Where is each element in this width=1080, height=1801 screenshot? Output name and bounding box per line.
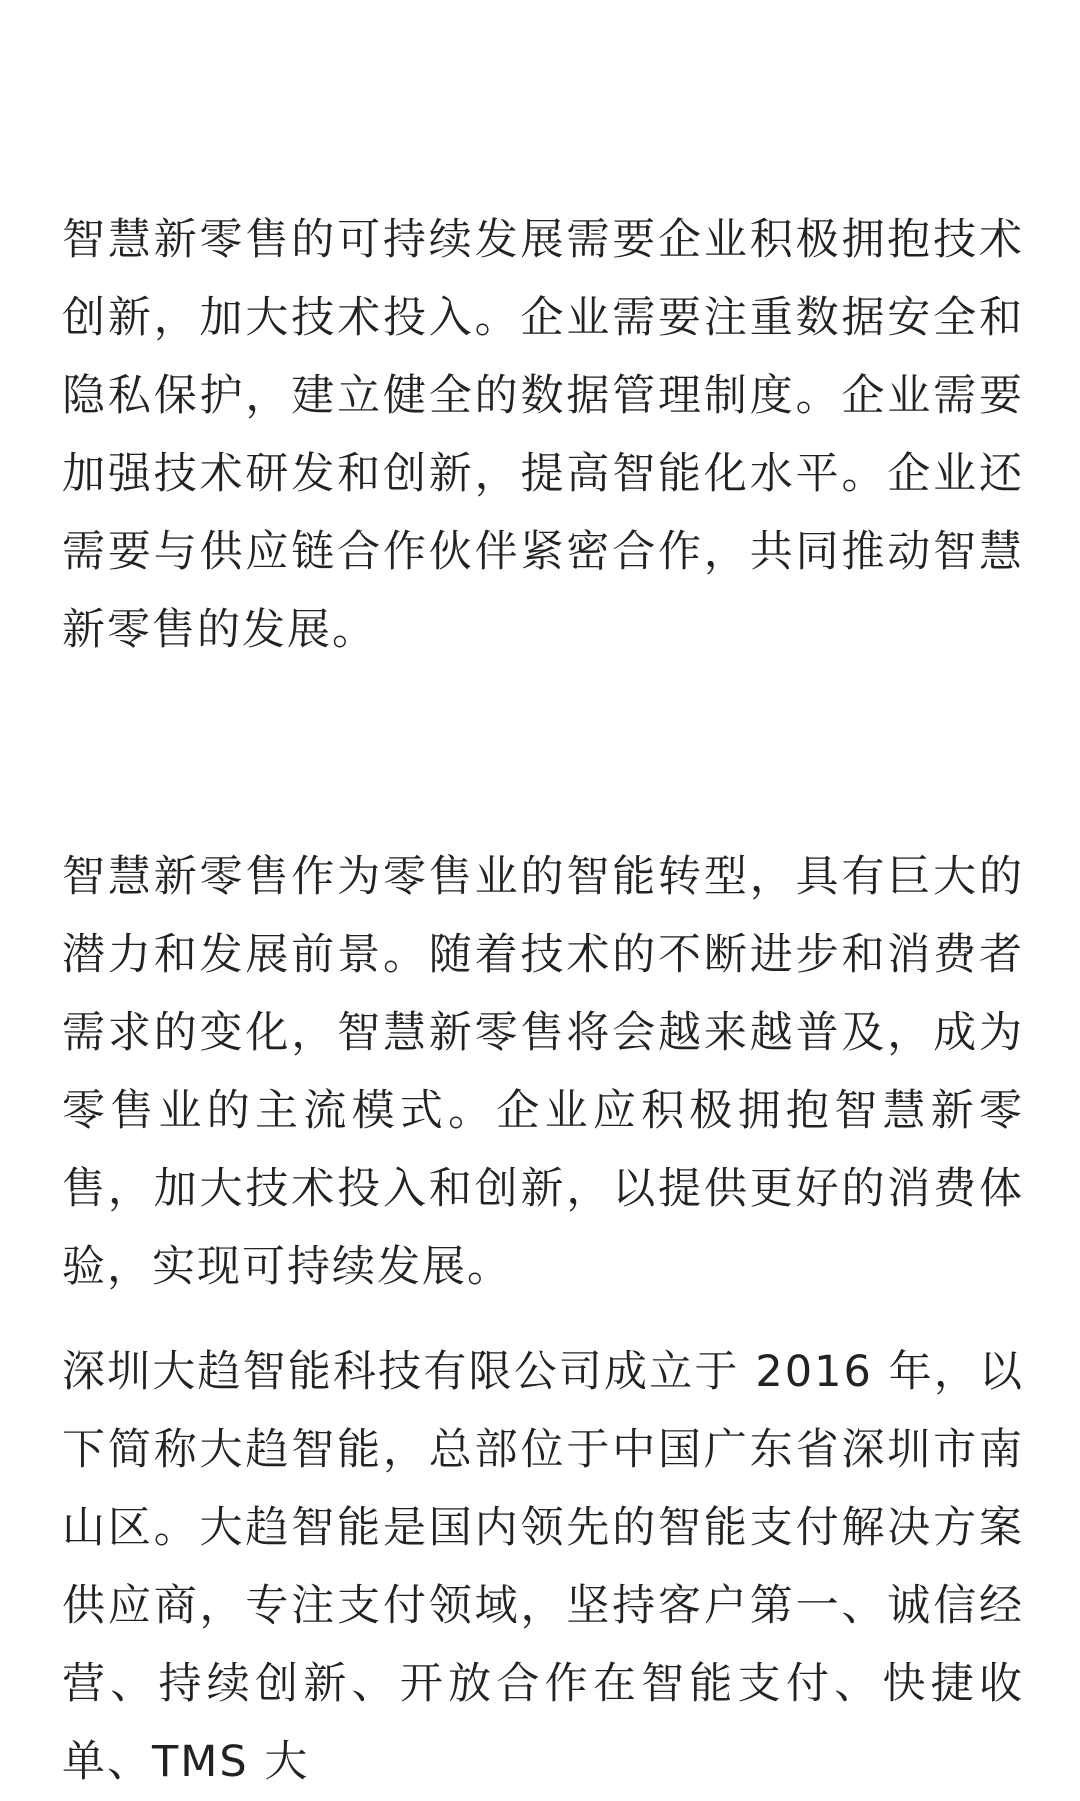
article-paragraph: 智慧新零售作为零售业的智能转型，具有巨大的潜力和发展前景。随着技术的不断进步和消费者需求的变化，智慧新零售将会越来越普及，成为零售业的主流模式。企业应积极拥抱智慧新零售，加大技术投入和创新，以提供更好的消费体验，实现可持续发展。 <box>62 852 1024 1292</box>
article-paragraph: 深圳大趋智能科技有限公司成立于 2016 年，以下简称大趋智能，总部位于中国广东省深圳市南山区。大趋智能是国内领先的智能支付解决方案供应商，专注支付领域，坚持客户第一、诚信经营、持续创新、开放合作在智能支付、快捷收单、TMS 大 <box>62 1347 1024 1787</box>
article-paragraph: 智慧新零售的可持续发展需要企业积极拥抱技术创新，加大技术投入。企业需要注重数据安全和隐私保护，建立健全的数据管理制度。企业需要加强技术研发和创新，提高智能化水平。企业还需要与供应链合作伙伴紧密合作，共同推动智慧新零售的发展。 <box>62 215 1024 655</box>
